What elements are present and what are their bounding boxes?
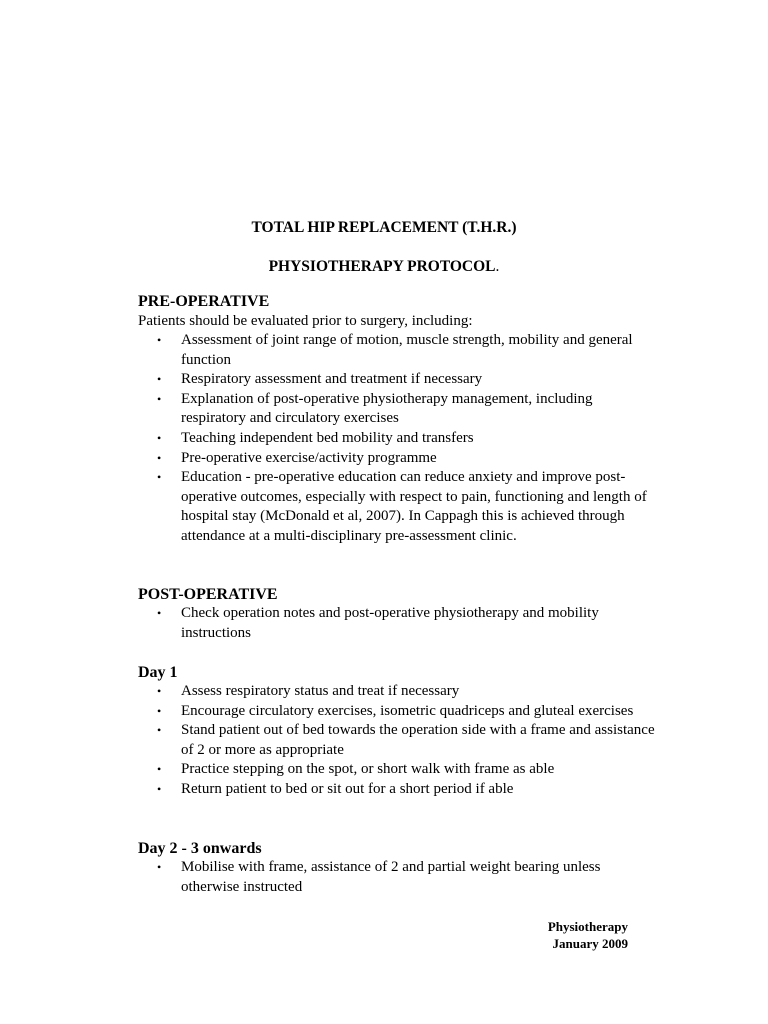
bullet-icon: • — [157, 703, 162, 718]
list-item-text: Encourage circulatory exercises, isometric quadriceps and gluteal exercises — [181, 702, 634, 719]
list-item-text: Pre-operative exercise/activity programme — [181, 449, 437, 466]
section-heading: PRE-OPERATIVE — [138, 293, 270, 310]
section-day-1 — [138, 663, 658, 800]
section-heading: Day 2 - 3 onwards — [138, 840, 262, 857]
section-post-operative — [138, 585, 658, 643]
bullet-icon: • — [157, 372, 162, 387]
document-footer — [548, 918, 628, 952]
subtitle-period: . — [495, 258, 500, 275]
list-item-text: Assessment of joint range of motion, muscle strength, mobility and general function — [181, 332, 633, 368]
list-item-text: Stand patient out of bed towards the operation side with a frame and assistance of 2 or more as appropriate — [181, 722, 655, 758]
list-item — [138, 780, 658, 800]
bullet-icon: • — [157, 762, 162, 777]
section-intro: Patients should be evaluated prior to surgery, including: — [138, 313, 473, 329]
bullet-list — [138, 604, 658, 643]
document-title: TOTAL HIP REPLACEMENT (T.H.R.) — [251, 219, 517, 236]
section-day-2-3 — [138, 839, 658, 897]
footer-date: January 2009 — [552, 936, 628, 951]
section-heading: POST-OPERATIVE — [138, 586, 278, 603]
list-item-text: Education - pre-operative education can reduce anxiety and improve post-operative outcomes, especially with respect to pain, functioning and length of hospital stay (McDonald et al, 2007). In Cappagh this is achieved through attendance at a multi-disciplinary pre-assessment clinic. — [181, 469, 647, 544]
bullet-icon: • — [157, 430, 162, 445]
bullet-icon: • — [157, 470, 162, 485]
list-item — [138, 682, 658, 702]
list-item — [138, 468, 658, 546]
list-item-text: Return patient to bed or sit out for a short period if able — [181, 780, 514, 797]
document-subtitle — [0, 258, 768, 276]
list-item — [138, 390, 658, 429]
bullet-icon: • — [157, 723, 162, 738]
bullet-list — [138, 682, 658, 800]
footer-department: Physiotherapy — [547, 919, 628, 934]
bullet-icon: • — [157, 391, 162, 406]
list-item — [138, 721, 658, 760]
list-item — [138, 331, 658, 370]
subtitle-text: PHYSIOTHERAPY PROTOCOL — [268, 258, 496, 275]
bullet-icon: • — [157, 450, 162, 465]
bullet-icon: • — [157, 684, 162, 698]
list-item-text: Practice stepping on the spot, or short walk with frame as able — [181, 761, 555, 778]
bullet-list — [138, 331, 658, 547]
list-item-text: Check operation notes and post-operative physiotherapy and mobility instructions — [181, 605, 599, 641]
list-item — [138, 760, 658, 780]
list-item-text: Explanation of post-operative physiotherapy management, including respiratory and circulatory exercises — [181, 390, 593, 427]
list-item-text: Mobilise with frame, assistance of 2 and partial weight bearing unless otherwise instructed — [181, 859, 601, 895]
list-item — [138, 858, 658, 897]
list-item — [138, 449, 658, 469]
bullet-icon: • — [157, 606, 162, 620]
section-pre-operative — [138, 292, 658, 547]
list-item-text: Teaching independent bed mobility and transfers — [181, 429, 474, 446]
bullet-list — [138, 858, 658, 897]
list-item-text: Assess respiratory status and treat if necessary — [181, 683, 460, 699]
bullet-icon: • — [157, 781, 162, 796]
bullet-icon: • — [157, 860, 162, 874]
list-item — [138, 370, 658, 390]
section-heading: Day 1 — [138, 664, 178, 681]
bullet-icon: • — [157, 333, 162, 347]
list-item — [138, 702, 658, 722]
list-item — [138, 604, 658, 643]
list-item — [138, 429, 658, 449]
list-item-text: Respiratory assessment and treatment if necessary — [181, 371, 483, 388]
